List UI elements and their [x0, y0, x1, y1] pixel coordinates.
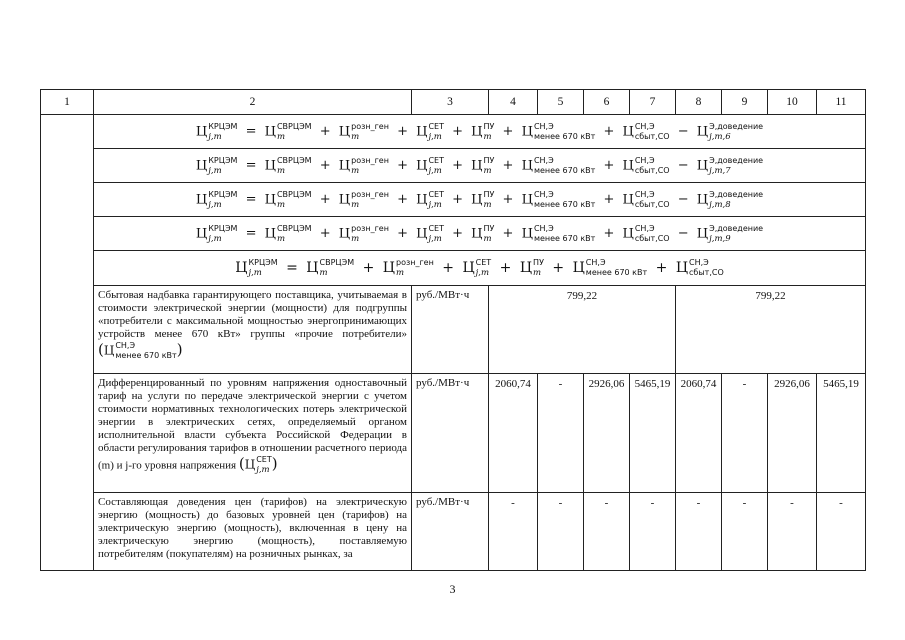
- formula-cell-7: [94, 149, 866, 183]
- header-col-6: 6: [584, 90, 630, 115]
- row-description: Дифференцированный по уровням напряжения одноставочный тариф на услуги по передаче электрической энергии с учетом стоимости нормативных технологических потерь электрической энергии в электрических сетях, определяемый органом исполнительной власти субъекта Российской Федерации в области регулирования тарифов в отношении расчетного периода (m) и j-го уровня напряжения (Ц СЕТ j,m ): [94, 374, 412, 493]
- formula: Ц КРЦЭМ j,m = Ц СВРЦЭМ m + Ц розн_ген m + Ц СЕТ j,m + Ц ПУ m + Ц СН,Э менее 670 кВт + Ц СН,Э сбыт,СО − Ц Э,доведение j,m,7: [195, 155, 764, 176]
- formula-cell-6: [94, 115, 866, 149]
- header-col-8: 8: [676, 90, 722, 115]
- value-cell: -: [584, 493, 630, 571]
- value-cell: -: [722, 493, 768, 571]
- formula-row-6: [41, 115, 866, 149]
- page-number: 3: [449, 582, 456, 596]
- blank-index-cell: [41, 115, 94, 571]
- header-col-4: 4: [489, 90, 538, 115]
- inline-formula: (Ц СЕТ j,m ): [238, 454, 278, 475]
- header-col-11: 11: [817, 90, 866, 115]
- value-cell: -: [722, 374, 768, 493]
- row-description: Составляющая доведения цен (тарифов) на электрическую энергию (мощность) до базовых уровней цен (тарифов) на электрическую энергию (мощность), включенная в цену на электрическую энергию (мощность), поставляемую потребителям (покупателям) на розничных рынках, за: [94, 493, 412, 571]
- formula: Ц КРЦЭМ j,m = Ц СВРЦЭМ m + Ц розн_ген m + Ц СЕТ j,m + Ц ПУ m + Ц СН,Э менее 670 кВт + Ц СН,Э сбыт,СО − Ц Э,доведение j,m,6: [195, 121, 764, 142]
- formula: Ц КРЦЭМ j,m = Ц СВРЦЭМ m + Ц розн_ген m + Ц СЕТ j,m + Ц ПУ m + Ц СН,Э менее 670 кВт + Ц СН,Э сбыт,СО − Ц Э,доведение j,m,8: [195, 189, 764, 210]
- unit-cell: руб./МВт·ч: [412, 374, 489, 493]
- header-col-1: 1: [41, 90, 94, 115]
- formula-row-9: [41, 217, 866, 251]
- value-cell: -: [817, 493, 866, 571]
- header-col-2: 2: [94, 90, 412, 115]
- inline-formula: (Ц СН,Э менее 670 кВт ): [98, 340, 183, 360]
- value-cell: 5465,19: [817, 374, 866, 493]
- formula-cell-8: [94, 183, 866, 217]
- row-tariff: [41, 374, 866, 493]
- formula: Ц КРЦЭМ j,m = Ц СВРЦЭМ m + Ц розн_ген m + Ц СЕТ j,m + Ц ПУ m + Ц СН,Э менее 670 кВт + Ц СН,Э сбыт,СО: [235, 258, 724, 278]
- formula-row-7: [41, 149, 866, 183]
- header-row: [41, 90, 866, 115]
- value-cell: -: [538, 374, 584, 493]
- value-cell: -: [538, 493, 584, 571]
- formula-cell-9: [94, 217, 866, 251]
- value-cell: 2060,74: [676, 374, 722, 493]
- value-cell: 2926,06: [768, 374, 817, 493]
- value-cell: 799,22: [489, 286, 676, 374]
- row-dovedenie: [41, 493, 866, 571]
- value-cell: 5465,19: [630, 374, 676, 493]
- row-description: Сбытовая надбавка гарантирующего поставщика, учитываемая в стоимости электрической энергии (мощности) для подгруппы «потребители с максимальной мощностью энергопринимающих устройств менее 670 кВт» группы «прочие потребители» (Ц СН,Э менее 670 кВт ): [94, 286, 412, 374]
- header-col-3: 3: [412, 90, 489, 115]
- value-cell: -: [768, 493, 817, 571]
- unit-cell: руб./МВт·ч: [412, 286, 489, 374]
- formula-row-8: [41, 183, 866, 217]
- unit-cell: руб./МВт·ч: [412, 493, 489, 571]
- value-cell: 2926,06: [584, 374, 630, 493]
- tariff-table: [40, 89, 866, 571]
- row-sbyt-nadbavka: [41, 286, 866, 374]
- header-col-5: 5: [538, 90, 584, 115]
- formula-cell-base: [94, 251, 866, 286]
- value-cell: -: [630, 493, 676, 571]
- formula: Ц КРЦЭМ j,m = Ц СВРЦЭМ m + Ц розн_ген m + Ц СЕТ j,m + Ц ПУ m + Ц СН,Э менее 670 кВт + Ц СН,Э сбыт,СО − Ц Э,доведение j,m,9: [195, 223, 764, 244]
- formula-row-base: [41, 251, 866, 286]
- value-cell: -: [676, 493, 722, 571]
- value-cell: 799,22: [676, 286, 866, 374]
- header-col-10: 10: [768, 90, 817, 115]
- header-col-9: 9: [722, 90, 768, 115]
- value-cell: 2060,74: [489, 374, 538, 493]
- header-col-7: 7: [630, 90, 676, 115]
- value-cell: -: [489, 493, 538, 571]
